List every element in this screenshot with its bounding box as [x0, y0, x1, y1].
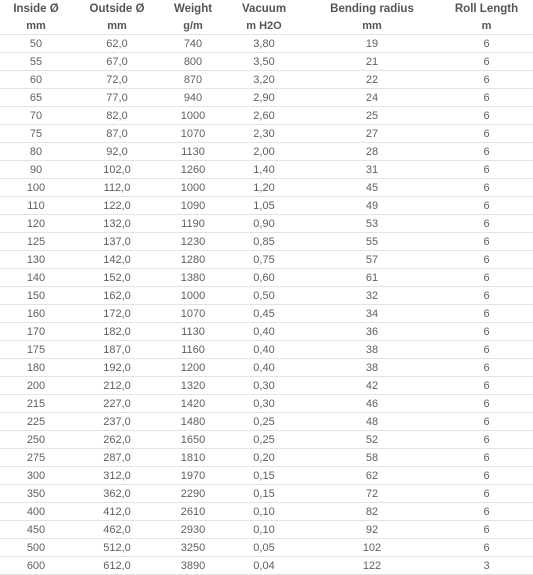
cell-outside-diameter: 362,0 — [72, 485, 162, 503]
table-row — [0, 287, 533, 305]
table-row — [0, 269, 533, 287]
cell-bending-radius: 49 — [304, 197, 440, 215]
cell-weight: 1280 — [162, 251, 224, 269]
cell-bending-radius: 27 — [304, 125, 440, 143]
table-body — [0, 35, 533, 575]
cell-roll-length: 6 — [440, 395, 533, 413]
cell-inside-diameter: 250 — [0, 431, 72, 449]
cell-roll-length: 6 — [440, 53, 533, 71]
cell-weight: 1130 — [162, 143, 224, 161]
cell-bending-radius: 21 — [304, 53, 440, 71]
unit-outside-diameter: mm — [107, 20, 127, 32]
cell-bending-radius: 31 — [304, 161, 440, 179]
cell-inside-diameter: 60 — [0, 71, 72, 89]
cell-inside-diameter: 600 — [0, 557, 72, 575]
cell-vacuum: 0,10 — [224, 503, 304, 521]
table-row — [0, 107, 533, 125]
cell-inside-diameter: 225 — [0, 413, 72, 431]
table-row — [0, 215, 533, 233]
header-weight: Weight — [173, 3, 213, 15]
cell-outside-diameter: 112,0 — [72, 179, 162, 197]
cell-roll-length: 6 — [440, 125, 533, 143]
cell-vacuum: 0,40 — [224, 359, 304, 377]
cell-roll-length: 6 — [440, 521, 533, 539]
cell-vacuum: 3,80 — [224, 35, 304, 53]
cell-inside-diameter: 170 — [0, 323, 72, 341]
cell-vacuum: 3,20 — [224, 71, 304, 89]
cell-weight: 1160 — [162, 341, 224, 359]
cell-roll-length: 6 — [440, 305, 533, 323]
cell-roll-length: 6 — [440, 161, 533, 179]
cell-outside-diameter: 187,0 — [72, 341, 162, 359]
cell-vacuum: 1,40 — [224, 161, 304, 179]
cell-outside-diameter: 62,0 — [72, 35, 162, 53]
cell-vacuum: 0,40 — [224, 323, 304, 341]
cell-inside-diameter: 120 — [0, 215, 72, 233]
cell-vacuum: 0,25 — [224, 413, 304, 431]
cell-roll-length: 6 — [440, 449, 533, 467]
cell-inside-diameter: 350 — [0, 485, 72, 503]
header-inside-diameter: Inside Ø — [13, 3, 59, 15]
cell-roll-length: 6 — [440, 413, 533, 431]
table-row — [0, 161, 533, 179]
table-row — [0, 251, 533, 269]
cell-weight: 940 — [162, 89, 224, 107]
cell-inside-diameter: 150 — [0, 287, 72, 305]
cell-weight: 3890 — [162, 557, 224, 575]
cell-vacuum: 2,60 — [224, 107, 304, 125]
cell-inside-diameter: 100 — [0, 179, 72, 197]
cell-weight: 1000 — [162, 179, 224, 197]
cell-vacuum: 0,20 — [224, 449, 304, 467]
cell-bending-radius: 53 — [304, 215, 440, 233]
table-row — [0, 197, 533, 215]
cell-bending-radius: 48 — [304, 413, 440, 431]
cell-vacuum: 0,50 — [224, 287, 304, 305]
cell-vacuum: 0,15 — [224, 485, 304, 503]
cell-roll-length: 6 — [440, 431, 533, 449]
table-row — [0, 125, 533, 143]
cell-bending-radius: 58 — [304, 449, 440, 467]
table-row — [0, 521, 533, 539]
cell-outside-diameter: 212,0 — [72, 377, 162, 395]
table-row — [0, 305, 533, 323]
cell-bending-radius: 36 — [304, 323, 440, 341]
cell-outside-diameter: 287,0 — [72, 449, 162, 467]
header-vacuum: Vacuum — [241, 3, 287, 15]
cell-outside-diameter: 122,0 — [72, 197, 162, 215]
cell-outside-diameter: 87,0 — [72, 125, 162, 143]
cell-vacuum: 0,10 — [224, 521, 304, 539]
cell-inside-diameter: 400 — [0, 503, 72, 521]
cell-bending-radius: 122 — [304, 557, 440, 575]
cell-vacuum: 0,60 — [224, 269, 304, 287]
unit-weight: g/m — [183, 20, 203, 32]
cell-vacuum: 0,90 — [224, 215, 304, 233]
cell-outside-diameter: 67,0 — [72, 53, 162, 71]
table-row — [0, 71, 533, 89]
cell-bending-radius: 102 — [304, 539, 440, 557]
cell-weight: 800 — [162, 53, 224, 71]
unit-row — [0, 18, 533, 35]
cell-inside-diameter: 450 — [0, 521, 72, 539]
cell-roll-length: 6 — [440, 269, 533, 287]
cell-inside-diameter: 300 — [0, 467, 72, 485]
unit-roll-length: m — [481, 20, 492, 32]
cell-roll-length: 6 — [440, 179, 533, 197]
table-row — [0, 179, 533, 197]
unit-bending-radius: mm — [362, 20, 382, 32]
table-row — [0, 413, 533, 431]
cell-inside-diameter: 90 — [0, 161, 72, 179]
table-row — [0, 467, 533, 485]
cell-weight: 870 — [162, 71, 224, 89]
cell-inside-diameter: 140 — [0, 269, 72, 287]
unit-vacuum: m H2O — [246, 20, 282, 32]
table-row — [0, 431, 533, 449]
cell-bending-radius: 25 — [304, 107, 440, 125]
cell-inside-diameter: 80 — [0, 143, 72, 161]
cell-roll-length: 6 — [440, 251, 533, 269]
cell-weight: 1380 — [162, 269, 224, 287]
cell-outside-diameter: 612,0 — [72, 557, 162, 575]
cell-outside-diameter: 192,0 — [72, 359, 162, 377]
table-row — [0, 557, 533, 575]
cell-bending-radius: 32 — [304, 287, 440, 305]
cell-inside-diameter: 200 — [0, 377, 72, 395]
cell-outside-diameter: 102,0 — [72, 161, 162, 179]
cell-weight: 1190 — [162, 215, 224, 233]
header-roll-length: Roll Length — [454, 3, 519, 15]
cell-bending-radius: 92 — [304, 521, 440, 539]
cell-bending-radius: 82 — [304, 503, 440, 521]
cell-outside-diameter: 132,0 — [72, 215, 162, 233]
cell-bending-radius: 52 — [304, 431, 440, 449]
cell-vacuum: 0,75 — [224, 251, 304, 269]
cell-outside-diameter: 142,0 — [72, 251, 162, 269]
cell-vacuum: 0,04 — [224, 557, 304, 575]
cell-vacuum: 2,00 — [224, 143, 304, 161]
cell-bending-radius: 19 — [304, 35, 440, 53]
cell-outside-diameter: 92,0 — [72, 143, 162, 161]
table-row — [0, 35, 533, 53]
cell-outside-diameter: 172,0 — [72, 305, 162, 323]
cell-roll-length: 6 — [440, 35, 533, 53]
cell-roll-length: 6 — [440, 467, 533, 485]
cell-roll-length: 6 — [440, 377, 533, 395]
cell-vacuum: 0,30 — [224, 395, 304, 413]
cell-inside-diameter: 275 — [0, 449, 72, 467]
cell-weight: 3250 — [162, 539, 224, 557]
cell-inside-diameter: 70 — [0, 107, 72, 125]
cell-outside-diameter: 82,0 — [72, 107, 162, 125]
cell-roll-length: 6 — [440, 197, 533, 215]
header-row — [0, 0, 533, 18]
cell-roll-length: 6 — [440, 107, 533, 125]
cell-vacuum: 0,30 — [224, 377, 304, 395]
cell-bending-radius: 72 — [304, 485, 440, 503]
cell-weight: 2290 — [162, 485, 224, 503]
table-row — [0, 323, 533, 341]
unit-inside-diameter: mm — [26, 20, 46, 32]
cell-vacuum: 0,05 — [224, 539, 304, 557]
header-bending-radius: Bending radius — [330, 3, 414, 15]
cell-bending-radius: 34 — [304, 305, 440, 323]
cell-inside-diameter: 500 — [0, 539, 72, 557]
cell-bending-radius: 62 — [304, 467, 440, 485]
cell-roll-length: 6 — [440, 485, 533, 503]
cell-weight: 1090 — [162, 197, 224, 215]
cell-inside-diameter: 50 — [0, 35, 72, 53]
table-row — [0, 341, 533, 359]
cell-roll-length: 6 — [440, 233, 533, 251]
table-row — [0, 539, 533, 557]
cell-bending-radius: 38 — [304, 359, 440, 377]
cell-vacuum: 2,90 — [224, 89, 304, 107]
table-row — [0, 485, 533, 503]
cell-inside-diameter: 65 — [0, 89, 72, 107]
cell-vacuum: 2,30 — [224, 125, 304, 143]
cell-roll-length: 6 — [440, 71, 533, 89]
table-row — [0, 395, 533, 413]
cell-weight: 1260 — [162, 161, 224, 179]
cell-outside-diameter: 312,0 — [72, 467, 162, 485]
cell-weight: 2930 — [162, 521, 224, 539]
cell-outside-diameter: 237,0 — [72, 413, 162, 431]
cell-vacuum: 0,40 — [224, 341, 304, 359]
cell-inside-diameter: 215 — [0, 395, 72, 413]
cell-bending-radius: 55 — [304, 233, 440, 251]
cell-inside-diameter: 160 — [0, 305, 72, 323]
cell-weight: 2610 — [162, 503, 224, 521]
cell-bending-radius: 46 — [304, 395, 440, 413]
cell-roll-length: 6 — [440, 359, 533, 377]
table-row — [0, 359, 533, 377]
cell-weight: 1810 — [162, 449, 224, 467]
cell-vacuum: 1,20 — [224, 179, 304, 197]
cell-bending-radius: 57 — [304, 251, 440, 269]
cell-vacuum: 0,45 — [224, 305, 304, 323]
cell-roll-length: 6 — [440, 215, 533, 233]
cell-outside-diameter: 182,0 — [72, 323, 162, 341]
cell-roll-length: 6 — [440, 341, 533, 359]
cell-inside-diameter: 130 — [0, 251, 72, 269]
cell-weight: 1230 — [162, 233, 224, 251]
table-row — [0, 503, 533, 521]
cell-vacuum: 1,05 — [224, 197, 304, 215]
cell-roll-length: 6 — [440, 143, 533, 161]
cell-outside-diameter: 162,0 — [72, 287, 162, 305]
cell-vacuum: 0,85 — [224, 233, 304, 251]
cell-roll-length: 3 — [440, 557, 533, 575]
cell-bending-radius: 28 — [304, 143, 440, 161]
table-row — [0, 233, 533, 251]
cell-outside-diameter: 262,0 — [72, 431, 162, 449]
table-row — [0, 143, 533, 161]
cell-inside-diameter: 175 — [0, 341, 72, 359]
cell-outside-diameter: 72,0 — [72, 71, 162, 89]
cell-outside-diameter: 152,0 — [72, 269, 162, 287]
cell-vacuum: 0,15 — [224, 467, 304, 485]
cell-roll-length: 6 — [440, 323, 533, 341]
cell-inside-diameter: 110 — [0, 197, 72, 215]
cell-inside-diameter: 75 — [0, 125, 72, 143]
cell-outside-diameter: 227,0 — [72, 395, 162, 413]
cell-inside-diameter: 125 — [0, 233, 72, 251]
table-head — [0, 0, 533, 35]
cell-weight: 740 — [162, 35, 224, 53]
cell-weight: 1130 — [162, 323, 224, 341]
cell-bending-radius: 24 — [304, 89, 440, 107]
cell-weight: 1420 — [162, 395, 224, 413]
cell-roll-length: 6 — [440, 503, 533, 521]
cell-bending-radius: 22 — [304, 71, 440, 89]
cell-weight: 1650 — [162, 431, 224, 449]
cell-weight: 1320 — [162, 377, 224, 395]
cell-outside-diameter: 77,0 — [72, 89, 162, 107]
cell-weight: 1070 — [162, 305, 224, 323]
table-row — [0, 53, 533, 71]
table-row — [0, 449, 533, 467]
cell-bending-radius: 42 — [304, 377, 440, 395]
table-row — [0, 89, 533, 107]
cell-inside-diameter: 180 — [0, 359, 72, 377]
cell-bending-radius: 38 — [304, 341, 440, 359]
cell-outside-diameter: 462,0 — [72, 521, 162, 539]
cell-roll-length: 6 — [440, 539, 533, 557]
cell-outside-diameter: 137,0 — [72, 233, 162, 251]
cell-weight: 1000 — [162, 287, 224, 305]
cell-inside-diameter: 55 — [0, 53, 72, 71]
cell-vacuum: 0,25 — [224, 431, 304, 449]
cell-roll-length: 6 — [440, 89, 533, 107]
cell-outside-diameter: 412,0 — [72, 503, 162, 521]
table-row — [0, 377, 533, 395]
cell-weight: 1480 — [162, 413, 224, 431]
header-outside-diameter: Outside Ø — [89, 3, 145, 15]
cell-outside-diameter: 512,0 — [72, 539, 162, 557]
cell-weight: 1970 — [162, 467, 224, 485]
cell-vacuum: 3,50 — [224, 53, 304, 71]
cell-bending-radius: 45 — [304, 179, 440, 197]
cell-weight: 1200 — [162, 359, 224, 377]
cell-bending-radius: 61 — [304, 269, 440, 287]
cell-weight: 1070 — [162, 125, 224, 143]
cell-roll-length: 6 — [440, 287, 533, 305]
cell-weight: 1000 — [162, 107, 224, 125]
